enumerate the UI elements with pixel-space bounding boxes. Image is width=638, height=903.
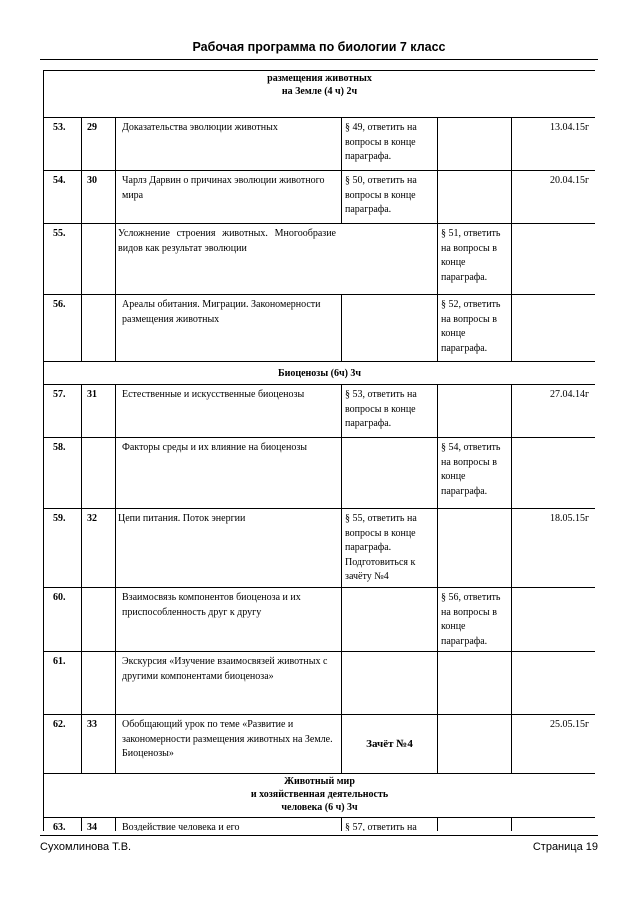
- footer-page-number: Страница 19: [532, 841, 598, 853]
- homework: § 49, ответить на вопросы в конце параграфа.: [342, 118, 438, 171]
- row-number: 56.: [44, 295, 82, 362]
- homework: [342, 652, 438, 715]
- row-number: 61.: [44, 652, 82, 715]
- lesson-date: 25.05.15г: [512, 715, 596, 774]
- table-row: [44, 171, 596, 224]
- homework-extra: [438, 118, 512, 171]
- lesson-date: 18.05.15г: [512, 509, 596, 588]
- homework-extra: [438, 171, 512, 224]
- lesson-date: [512, 652, 596, 715]
- lesson-date: 13.04.15г: [512, 118, 596, 171]
- section-title-line: размещения животных: [267, 73, 372, 84]
- section-header-row: [44, 362, 596, 385]
- lesson-number: 30: [82, 171, 116, 224]
- homework-extra: § 56, ответить на вопросы в конце параграфа.: [438, 588, 512, 652]
- lesson-date: [512, 438, 596, 509]
- homework: § 53, ответить на вопросы в конце параграфа.: [342, 385, 438, 438]
- row-number: 60.: [44, 588, 82, 652]
- homework: § 50, ответить на вопросы в конце параграфа.: [342, 171, 438, 224]
- lesson-date: [512, 224, 596, 295]
- homework-extra: § 52, ответить на вопросы в конце параграфа.: [438, 295, 512, 362]
- row-number: 55.: [44, 224, 82, 295]
- lesson-date: 20.04.15г: [512, 171, 596, 224]
- lesson-number: [82, 588, 116, 652]
- lesson-number: [82, 224, 116, 295]
- curriculum-table: [43, 70, 595, 831]
- lesson-number: 34: [82, 818, 116, 832]
- lesson-number: 31: [82, 385, 116, 438]
- lesson-topic: Естественные и искусственные биоценозы: [116, 385, 342, 438]
- table-row: [44, 385, 596, 438]
- section-title-line: на Земле (4 ч) 2ч: [281, 86, 358, 97]
- lesson-topic: Факторы среды и их влияние на биоценозы: [116, 438, 342, 509]
- table-row: [44, 224, 596, 295]
- page-header-title: Рабочая программа по биологии 7 класс: [192, 40, 446, 54]
- footer-author: Сухомлинова Т.В.: [40, 841, 132, 853]
- row-number: 54.: [44, 171, 82, 224]
- lesson-topic: Доказательства эволюции животных: [116, 118, 342, 171]
- lesson-topic: [116, 224, 438, 295]
- lesson-number: 29: [82, 118, 116, 171]
- table-row: [44, 588, 596, 652]
- table-row: [44, 818, 596, 832]
- lesson-number: [82, 652, 116, 715]
- section-title-line: человека (6 ч) 3ч: [281, 802, 358, 813]
- footer-rule: [40, 835, 598, 836]
- homework-extra: [438, 385, 512, 438]
- homework-extra: § 54, ответить на вопросы в конце параграфа.: [438, 438, 512, 509]
- section-title-line: и хозяйственная деятельность: [250, 789, 389, 800]
- table-row: [44, 118, 596, 171]
- homework: § 55, ответить на вопросы в конце параграфа. Подготовиться к зачёту №4: [342, 509, 438, 588]
- lesson-date: 27.04.14г: [512, 385, 596, 438]
- lesson-topic: Чарлз Дарвин о причинах эволюции животного мира: [116, 171, 342, 224]
- table-row: [44, 509, 596, 588]
- row-number: 63.: [44, 818, 82, 832]
- table-row: [44, 438, 596, 509]
- lesson-topic: Взаимосвязь компонентов биоценоза и их приспособленность друг к другу: [116, 588, 342, 652]
- row-number: 62.: [44, 715, 82, 774]
- homework-extra: [438, 818, 512, 832]
- section-header-row: [44, 71, 596, 118]
- table-row: [44, 715, 596, 774]
- section-header-row: [44, 774, 596, 818]
- section-header: [44, 362, 596, 385]
- lesson-topic: Воздействие человека и его: [116, 818, 342, 832]
- lesson-number: 33: [82, 715, 116, 774]
- lesson-topic: Цепи питания. Поток энергии: [116, 509, 342, 588]
- lesson-topic: Обобщающий урок по теме «Развитие и закономерности размещения животных на Земле. Биоценозы»: [116, 715, 342, 774]
- homework-extra: § 51, ответить на вопросы в конце параграфа.: [438, 224, 512, 295]
- homework: § 57, ответить на: [342, 818, 438, 832]
- table-row: [44, 652, 596, 715]
- section-header: [44, 774, 596, 818]
- section-title-line: Биоценозы (6ч) 3ч: [277, 368, 362, 379]
- section-title-line: Животный мир: [284, 776, 355, 787]
- lesson-number: 32: [82, 509, 116, 588]
- homework: [342, 588, 438, 652]
- lesson-number: [82, 438, 116, 509]
- table-row: [44, 295, 596, 362]
- lesson-date: [512, 818, 596, 832]
- header-rule: [40, 59, 598, 60]
- homework-extra: [438, 715, 512, 774]
- lesson-number: [82, 295, 116, 362]
- row-number: 58.: [44, 438, 82, 509]
- curriculum-table-wrapper: [43, 70, 595, 831]
- row-number: 53.: [44, 118, 82, 171]
- row-number: 57.: [44, 385, 82, 438]
- lesson-topic: Ареалы обитания. Миграции. Закономерности размещения животных: [116, 295, 342, 362]
- homework-extra: [438, 652, 512, 715]
- lesson-topic: Экскурсия «Изучение взаимосвязей животных с другими компонентами биоценоза»: [116, 652, 342, 715]
- homework-extra: [438, 509, 512, 588]
- credit-label: Зачёт №4: [342, 715, 438, 774]
- homework: [342, 438, 438, 509]
- lesson-topic-text: Усложнение строения животных. Многообразие видов как результат эволюции: [118, 228, 336, 254]
- lesson-date: [512, 588, 596, 652]
- lesson-date: [512, 295, 596, 362]
- row-number: 59.: [44, 509, 82, 588]
- homework: [342, 295, 438, 362]
- section-header: [44, 71, 596, 118]
